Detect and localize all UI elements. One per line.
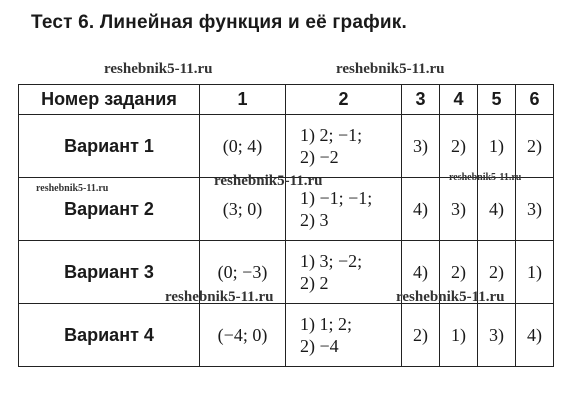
watermark: reshebnik5-11.ru — [396, 289, 505, 305]
header-row — [19, 85, 554, 115]
header-task-2: 2 — [286, 85, 402, 115]
answer-task-4: 3) — [440, 178, 478, 241]
answer-task-4: 2) — [440, 241, 478, 304]
header-task-5: 5 — [478, 85, 516, 115]
variant-label: Вариант 1 — [19, 115, 200, 178]
answer-task-2-line-2: 2) −4 — [300, 336, 339, 356]
answer-task-2-line-2: 2) 2 — [300, 273, 329, 293]
answer-task-4: 1) — [440, 304, 478, 367]
header-task-number: Номер задания — [19, 85, 200, 115]
answer-task-3: 3) — [402, 115, 440, 178]
watermark: reshebnik5-11.ru — [165, 289, 274, 305]
answer-task-5: 4) — [478, 178, 516, 241]
answer-task-2 — [286, 115, 402, 178]
answer-task-2-line-1: 1) 2; −1; — [300, 125, 363, 145]
variant-label: Вариант 3 — [19, 241, 200, 304]
answer-task-1: (0; −3) — [200, 241, 286, 304]
answer-task-6: 3) — [516, 178, 554, 241]
variant-label: Вариант 2 — [19, 178, 200, 241]
answer-task-2-line-2: 2) −2 — [300, 147, 339, 167]
answer-task-3: 2) — [402, 304, 440, 367]
table-row — [19, 115, 554, 178]
answer-task-6: 4) — [516, 304, 554, 367]
watermark: reshebnik5-11.ru — [449, 172, 522, 183]
watermark: reshebnik5-11.ru — [36, 183, 109, 194]
answer-task-2-line-1: 1) −1; −1; — [300, 188, 373, 208]
answers-table — [18, 84, 554, 367]
answer-task-2-line-1: 1) 3; −2; — [300, 251, 363, 271]
watermark: reshebnik5-11.ru — [214, 173, 323, 189]
answer-task-3: 4) — [402, 241, 440, 304]
page-title: Тест 6. Линейная функция и её график. — [31, 12, 407, 33]
header-task-6: 6 — [516, 85, 554, 115]
answer-task-1: (3; 0) — [200, 178, 286, 241]
answer-task-2-line-1: 1) 1; 2; — [300, 314, 352, 334]
answer-task-4: 2) — [440, 115, 478, 178]
header-task-4: 4 — [440, 85, 478, 115]
watermark: reshebnik5-11.ru — [104, 61, 213, 77]
answer-task-1: (−4; 0) — [200, 304, 286, 367]
header-task-3: 3 — [402, 85, 440, 115]
table-row — [19, 304, 554, 367]
answer-task-5: 3) — [478, 304, 516, 367]
answer-task-1: (0; 4) — [200, 115, 286, 178]
answer-task-2 — [286, 304, 402, 367]
answer-task-2-line-2: 2) 3 — [300, 210, 329, 230]
answer-task-6: 2) — [516, 115, 554, 178]
answer-task-2 — [286, 241, 402, 304]
header-task-1: 1 — [200, 85, 286, 115]
answer-task-3: 4) — [402, 178, 440, 241]
answer-task-5: 2) — [478, 241, 516, 304]
answer-task-5: 1) — [478, 115, 516, 178]
answer-task-6: 1) — [516, 241, 554, 304]
variant-label: Вариант 4 — [19, 304, 200, 367]
watermark: reshebnik5-11.ru — [336, 61, 445, 77]
